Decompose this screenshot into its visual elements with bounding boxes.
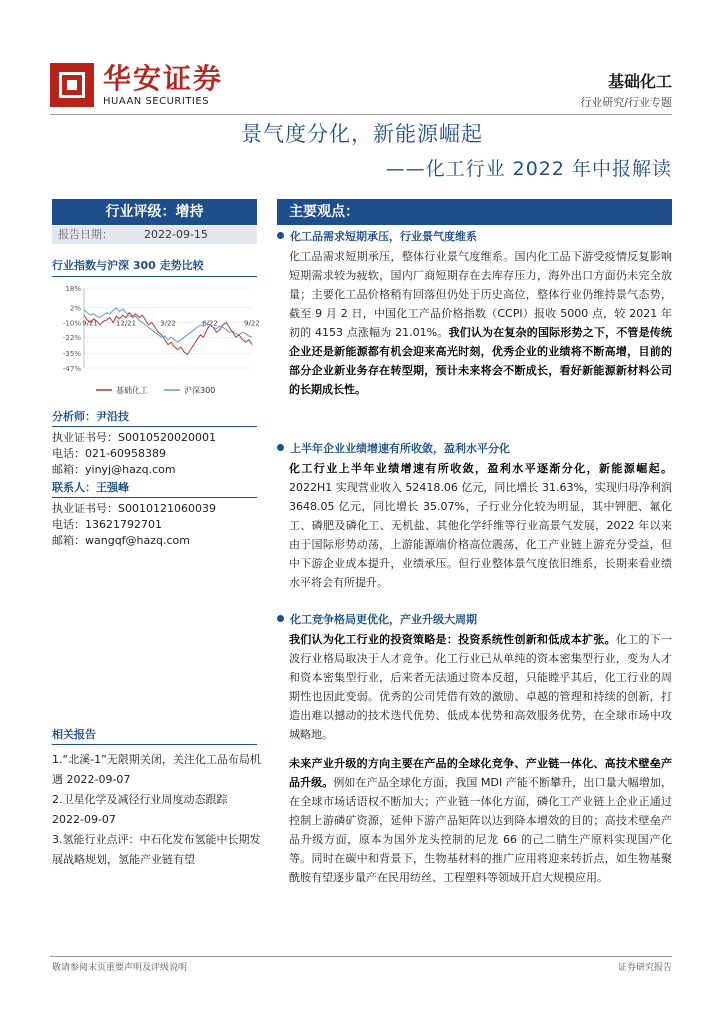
section-3-bold-2: 未来产业升级的方向主要在产品的全球化竞争、产业链一体化、高技术壁垒产品升级。 <box>289 757 672 789</box>
x-tick-label: 9/22 <box>244 319 260 328</box>
section-1-body: 化工品需求短期承压，整体行业景气度维系。国内化工品下游受疫情反复影响短期需求较为疲软，国内厂商短期存在去库存压力，海外出口方面仍未完全放量；主要化工品价格稍有回落但仍处于历史高位，整体行业仍维持景气态势，截至 9 月 2 日，中国化工产品价格指数（CCPI）报收 5000 点，较 2021 年初的 4153 点涨幅为 21.01%。我们认为在复杂的国际形势之下，不管是传统企业还是新能源都有机会迎来高光时刻，优秀企业的业绩将不断高增，目前的部分企业新业务存在转型期，预计未来将会不断成长，看好新能源新材料公司的长期成长性。 <box>289 250 672 396</box>
section-3-body-1: 我们认为化工行业的投资策略是：投资系统性创新和低成本扩张。化工的下一波行业格局取决于人才竞争。化工行业已从单纯的资本密集型行业，变为人才和资本密集型行业，后来者无法通过资本反超，只能瞠乎其后，化工行业的周期性也因此变弱。优秀的公司凭借有效的激励、卓越的管理和持续的创新，打造出难以撼动的技术迭代优势、低成本优势和高效服务优势，在全球市场中攻城略地。 <box>289 633 673 741</box>
y-tick-label: -10% <box>62 319 81 328</box>
legend-label-0: 基础化工 <box>116 386 148 395</box>
related-reports-title: 相关报告 <box>52 728 96 741</box>
contact-email[interactable]: 邮箱：wangqf@hazq.com <box>52 534 191 547</box>
industry-rating: 行业评级：增持 <box>52 199 257 225</box>
section-3-bold-1: 我们认为化工行业的投资策略是：投资系统性创新和低成本扩张。 <box>289 633 616 646</box>
footer-label: 证券研究报告 <box>617 963 672 973</box>
related-divider <box>52 744 257 745</box>
section-1-bold: 我们认为在复杂的国际形势之下，不管是传统企业还是新能源都有机会迎来高光时刻，优秀企业的业绩将不断高增，目前的部分企业新业务存在转型期，预计未来将会不断成长，看好新能源新材料公司的长期成长性。 <box>289 326 672 396</box>
logo-text-en: HUAAN SECURITIES <box>103 96 210 107</box>
analyst-cert: 执业证书号：S0010520020001 <box>52 431 216 444</box>
y-tick-label: 2% <box>69 304 81 313</box>
x-tick-label: 3/22 <box>160 319 176 328</box>
contact-divider <box>52 497 257 498</box>
y-tick-label: 18% <box>65 285 81 293</box>
related-reports-list <box>52 750 262 870</box>
contact-name: 联系人：王强峰 <box>52 481 129 494</box>
y-tick-label: -35% <box>62 350 81 359</box>
report-date-label: 报告日期： <box>58 228 113 241</box>
footer-divider <box>50 956 672 957</box>
related-report-item[interactable]: 2.卫星化学及减径行业周度动态跟踪 2022-09-07 <box>52 793 228 826</box>
report-date-bar <box>52 226 257 244</box>
report-type: 行业研究/行业专题 <box>580 96 672 109</box>
analyst-email[interactable]: 邮箱：yinyj@hazq.com <box>52 463 176 476</box>
contact-cert: 执业证书号：S0010121060039 <box>52 502 216 515</box>
report-title: 景气度分化，新能源崛起 <box>241 122 483 146</box>
related-report-item[interactable]: 1.“北溪-1”无限期关闭，关注化工品布局机遇 2022-09-07 <box>52 753 261 786</box>
analyst-name: 分析师：尹沿技 <box>52 410 129 423</box>
section-3-body-2: 未来产业升级的方向主要在产品的全球化竞争、产业链一体化、高技术壁垒产品升级。例如在产品全球化方面，我国 MDI 产能不断攀升，出口量大幅增加，在全球市场话语权不断加大；产业链一体化方面，磷化工产业链上企业正通过控制上游磷矿资源，延伸下游产品矩阵以达到降本增效的目的；高技术壁垒产品升级方面，原本为国外龙头控制的尼龙 66 的己二腈生产原料实现国产化等。同时在碳中和背景下，生物基材料的推广应用将迎来转折点，如生物基聚酰胺有望逐步量产在民用纺丝、工程塑料等领域开启大规模应用。 <box>289 757 672 884</box>
related-report-item[interactable]: 3.氢能行业点评：中石化发布氢能中长期发展战略规划，氢能产业链有望 <box>52 833 261 866</box>
y-tick-label: -47% <box>62 365 81 373</box>
footer-disclaimer[interactable]: 敬请参阅末页重要声明及评级说明 <box>52 963 188 973</box>
chart-title-divider <box>52 276 257 277</box>
section-3-heading: 化工竞争格局更优化，产业升级大周期 <box>277 612 477 628</box>
report-subtitle: ——化工行业 2022 年中报解读 <box>385 158 672 180</box>
section-2-heading: 上半年企业业绩增速有所收敛，盈利水平分化 <box>277 441 510 457</box>
section-1-heading: 化工品需求短期承压，行业景气度维系 <box>277 229 477 245</box>
industry-name: 基础化工 <box>607 72 672 91</box>
section-2-bold: 化工行业上半年业绩增速有所收敛，盈利水平逐渐分化，新能源崛起。 <box>289 462 672 475</box>
header-divider <box>50 114 672 115</box>
bullet-icon <box>277 444 284 451</box>
report-date-value: 2022-09-15 <box>144 228 208 241</box>
bullet-icon <box>277 615 284 622</box>
main-points-title: 主要观点： <box>277 199 672 225</box>
contact-phone: 电话：13621792701 <box>52 518 162 531</box>
chart-title: 行业指数与沪深 300 走势比较 <box>52 259 204 272</box>
logo-mark <box>50 63 94 107</box>
section-2-body: 化工行业上半年业绩增速有所收敛，盈利水平逐渐分化，新能源崛起。2022H1 实现营业收入 52418.06 亿元，同比增长 31.63%，实现归母净利润 3648.05 亿元，同比增长 35.07%，子行业分化较为明显，其中钾肥、氟化工、磷肥及磷化工、无机盐、其他化学纤维等行业高景气发展，2022 年以来由于国际形势动荡，上游能源端价格高位震荡，化工产业链上游充分受益，但中下游企业成本提升，业绩承压。但行业整体景气度依旧维系，长期来看业绩水平将会有所提升。 <box>289 462 672 589</box>
index-comparison-chart <box>52 280 260 398</box>
y-tick-label: -22% <box>62 334 81 343</box>
analyst-divider <box>52 426 257 427</box>
x-tick-label: 12/21 <box>115 319 137 328</box>
x-tick-label: 6/22 <box>202 319 218 328</box>
analyst-phone: 电话：021-60958389 <box>52 447 166 460</box>
bullet-icon <box>277 232 284 239</box>
legend-label-1: 沪深300 <box>184 386 216 395</box>
x-tick-label: 9/21 <box>82 319 98 328</box>
logo-text-cn: 华安证券 <box>103 62 224 95</box>
